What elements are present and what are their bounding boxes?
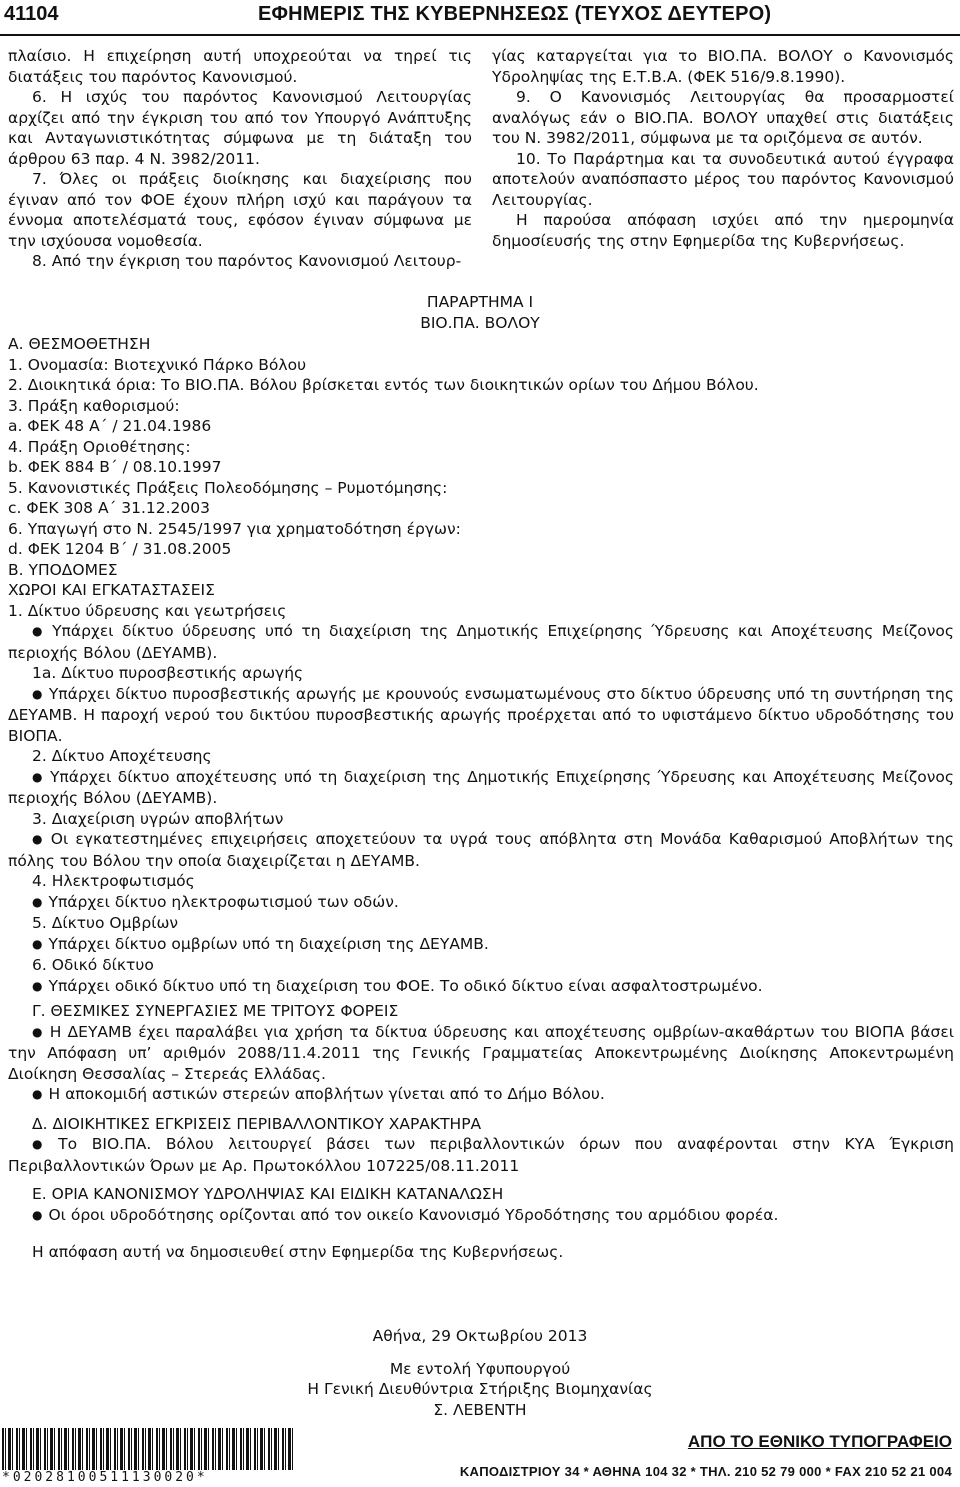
paragraph: Η παρούσα απόφαση ισχύει από την ημερομηνία δημοσίευσής της στην Εφημερίδα της Κυβερνήσεως. [492, 211, 954, 250]
gazette-title: ΕΦΗΜΕΡΙΣ ΤΗΣ ΚΥΒΕΡΝΗΣΕΩΣ (ΤΕΥΧΟΣ ΔΕΥΤΕΡΟ) [258, 3, 772, 25]
line: 3. Πράξη καθορισμού: [8, 396, 180, 415]
paragraph: 6. Η ισχύς του παρόντος Κανονισμού Λειτουργίας αρχίζει από την έγκριση του από τον Υπουργό Ανάπτυξης και Ανταγωνιστικότητας σύμφωνα με τη διάταξη του άρθρου 63 παρ. 4 Ν. 3982/2011. [8, 88, 472, 168]
bullet-item: ● Οι όροι υδροδότησης ορίζονται από τον οικείο Κανονισμό Υδροδότησης του αρμόδιου φορέα. [8, 1205, 954, 1227]
signature-block [0, 1326, 960, 1420]
line: 3. Διαχείριση υγρών αποβλήτων [32, 809, 284, 828]
page-number: 41104 [4, 3, 59, 25]
printer-address: ΚΑΠΟΔΙΣΤΡΙΟΥ 34 * ΑΘΗΝΑ 104 32 * ΤΗΛ. 210 52 79 000 * FAX 210 52 21 004 [459, 1464, 952, 1479]
annex-title: ΠΑΡΑΡΤΗΜΑ Ι [426, 293, 534, 311]
annex-heading [0, 292, 960, 333]
line: 4. Ηλεκτροφωτισμός [32, 872, 195, 890]
paragraph: πλαίσιο. Η επιχείρηση αυτή υποχρεούται να τηρεί τις διατάξεις του παρόντος Κανονισμού. [8, 47, 472, 86]
line: 1. Δίκτυο ύδρευσης και γεωτρήσεις [8, 601, 287, 620]
bullet-item: ● Υπάρχει δίκτυο ομβρίων υπό τη διαχείριση της ΔΕΥΑΜΒ. [8, 934, 954, 956]
line: a. ΦΕΚ 48 Α΄ / 21.04.1986 [8, 417, 212, 435]
line: d. ΦΕΚ 1204 Β΄ / 31.08.2005 [8, 540, 232, 558]
header-rule [0, 34, 960, 36]
line: 6. Υπαγωγή στο Ν. 2545/1997 για χρηματοδότηση έργων: [8, 519, 461, 538]
line: 5. Κανονιστικές Πράξεις Πολεοδόμησης – Ρυμοτόμησης: [8, 478, 448, 497]
closing-statement: Η απόφαση αυτή να δημοσιευθεί στην Εφημερίδα της Κυβερνήσεως. [32, 1243, 564, 1261]
bullet-item: ● Υπάρχει δίκτυο ηλεκτροφωτισμού των οδών. [8, 892, 954, 914]
line: 6. Οδικό δίκτυο [32, 956, 154, 974]
signature-line: Η Γενική Διευθύντρια Στήριξης Βιομηχανίας [307, 1380, 653, 1398]
printer-name: ΑΠΟ ΤΟ ΕΘΝΙΚΟ ΤΥΠΟΓΡΑΦΕΙΟ [687, 1432, 952, 1451]
line: Α. ΘΕΣΜΟΘΕΤΗΣΗ [8, 335, 151, 353]
barcode [2, 1428, 294, 1476]
line: 2. Δίκτυο Αποχέτευσης [32, 747, 212, 765]
line: 1. Ονομασία: Βιοτεχνικό Πάρκο Βόλου [8, 355, 307, 374]
bullet-item: ● Υπάρχει οδικό δίκτυο υπό τη διαχείριση του ΦΟΕ. Το οδικό δίκτυο είναι ασφαλτοστρωμένο. [8, 976, 954, 998]
annex-subtitle: ΒΙΟ.ΠΑ. ΒΟΛΟΥ [420, 313, 540, 332]
bullet-item: ● Το ΒΙΟ.ΠΑ. Βόλου λειτουργεί βάσει των περιβαλλοντικών όρων που αναφέρονται στην ΚΥΑ Έγκριση Περιβαλλοντικών Όρων με Αρ. Πρωτοκόλλου 107225/08.11.2011 [8, 1134, 954, 1176]
section-heading: Ε. ΟΡΙΑ ΚΑΝΟΝΙΣΜΟΥ ΥΔΡΟΛΗΨΙΑΣ ΚΑΙ ΕΙΔΙΚΗ ΚΑΤΑΝΑΛΩΣΗ [32, 1185, 504, 1203]
paragraph: 8. Από την έγκριση του παρόντος Κανονισμού Λειτουρ- [32, 252, 462, 270]
bullet-item: ● Οι εγκατεστημένες επιχειρήσεις αποχετεύουν τα υγρά τους απόβλητα στη Μονάδα Καθαρισμού Αποβλήτων της πόλης του Βόλου την οποία διαχειρίζεται η ΔΕΥΑΜΒ. [8, 829, 954, 871]
bullet-item: ● Υπάρχει δίκτυο ύδρευσης υπό τη διαχείριση της Δημοτικής Επιχείρησης Ύδρευσης και Αποχέτευσης Μείζονος περιοχής Βόλου (ΔΕΥΑΜΒ). [8, 621, 954, 663]
paragraph: 10. Το Παράρτημα και τα συνοδευτικά αυτού έγγραφα αποτελούν αναπόσπαστο μέρος του παρόντος Κανονισμού Λειτουργίας. [492, 149, 954, 209]
signatory-name: Σ. ΛΕΒΕΝΤΗ [433, 1400, 527, 1419]
barcode-number: *02028100511130020* [2, 1470, 294, 1485]
bullet-item: ● Η ΔΕΥΑΜΒ έχει παραλάβει για χρήση τα δίκτυα ύδρευσης και αποχέτευσης ομβρίων-ακαθάρτων του ΒΙΟΠΑ βάσει την Απόφαση υπ’ αριθμόν 2088/11.4.2011 της Γενικής Γραμματείας Αποκεντρωμένης Διοίκησης Αποκεντρωμένη Διοίκηση Θεσσαλίας – Στερεάς Ελλάδας. [8, 1022, 954, 1085]
right-column [492, 46, 954, 251]
page-header [0, 2, 960, 36]
line: Β. ΥΠΟΔΟΜΕΣ [8, 560, 118, 579]
section-heading: Γ. ΘΕΣΜΙΚΕΣ ΣΥΝΕΡΓΑΣΙΕΣ ΜΕ ΤΡΙΤΟΥΣ ΦΟΡΕΙΣ [32, 1002, 399, 1020]
bullet-item: ● Υπάρχει δίκτυο αποχέτευσης υπό τη διαχείριση της Δημοτικής Επιχείρησης Ύδρευσης και Αποχέτευσης Μείζονος περιοχής Βόλου (ΔΕΥΑΜΒ). [8, 767, 954, 809]
bullet-item: ● Η αποκομιδή αστικών στερεών αποβλήτων γίνεται από το Δήμο Βόλου. [8, 1084, 954, 1106]
line: ΧΩΡΟΙ ΚΑΙ ΕΓΚΑΤΑΣΤΑΣΕΙΣ [8, 581, 215, 599]
line: 4. Πράξη Οριοθέτησης: [8, 437, 191, 456]
paragraph: 9. Ο Κανονισμός Λειτουργίας θα προσαρμοστεί αναλόγως εάν ο ΒΙΟ.ΠΑ. ΒΟΛΟΥ υπαχθεί στις διατάξεις του Ν. 3982/2011, σύμφωνα με τα οριζόμενα σε αυτόν. [492, 88, 954, 147]
paragraph: γίας καταργείται για το ΒΙΟ.ΠΑ. ΒΟΛΟΥ ο Κανονισμός Υδροληψίας της Ε.Τ.Β.Α. (ΦΕΚ 516/9.8.1990). [492, 47, 954, 86]
line: b. ΦΕΚ 884 Β΄ / 08.10.1997 [8, 458, 222, 476]
signature-line: Με εντολή Υφυπουργού [389, 1359, 571, 1378]
annex-body [8, 334, 954, 1263]
section-heading: Δ. ΔΙΟΙΚΗΤΙΚΕΣ ΕΓΚΡΙΣΕΙΣ ΠΕΡΙΒΑΛΛΟΝΤΙΚΟΥ ΧΑΡΑΚΤΗΡΑ [32, 1114, 482, 1133]
line: c. ΦΕΚ 308 Α΄ 31.12.2003 [8, 499, 210, 517]
place-date: Αθήνα, 29 Οκτωβρίου 2013 [372, 1327, 588, 1345]
left-column [8, 46, 472, 272]
bullet-item: ● Υπάρχει δίκτυο πυροσβεστικής αρωγής με κρουνούς ενσωματωμένους στο δίκτυο ύδρευσης υπό τη συντήρηση της ΔΕΥΑΜΒ. Η παροχή νερού του δικτύου πυροσβεστικής αρωγής προέρχεται από το υφιστάμενο δίκτυο υδροδότησης του ΒΙΟΠΑ. [8, 684, 954, 747]
line: 5. Δίκτυο Ομβρίων [32, 914, 179, 932]
line: 2. Διοικητικά όρια: Το ΒΙΟ.ΠΑ. Βόλου βρίσκεται εντός των διοικητικών ορίων του Δήμου Βόλου. [8, 376, 759, 394]
paragraph: 7. Όλες οι πράξεις διοίκησης και διαχείρισης που έγιναν από τον ΦΟΕ έχουν πλήρη ισχύ και παράγουν τα έννομα αποτελέσματά τους, εφόσον έγιναν σύμφωνα με την ισχύουσα νομοθεσία. [8, 170, 472, 250]
line: 1a. Δίκτυο πυροσβεστικής αρωγής [32, 664, 304, 682]
